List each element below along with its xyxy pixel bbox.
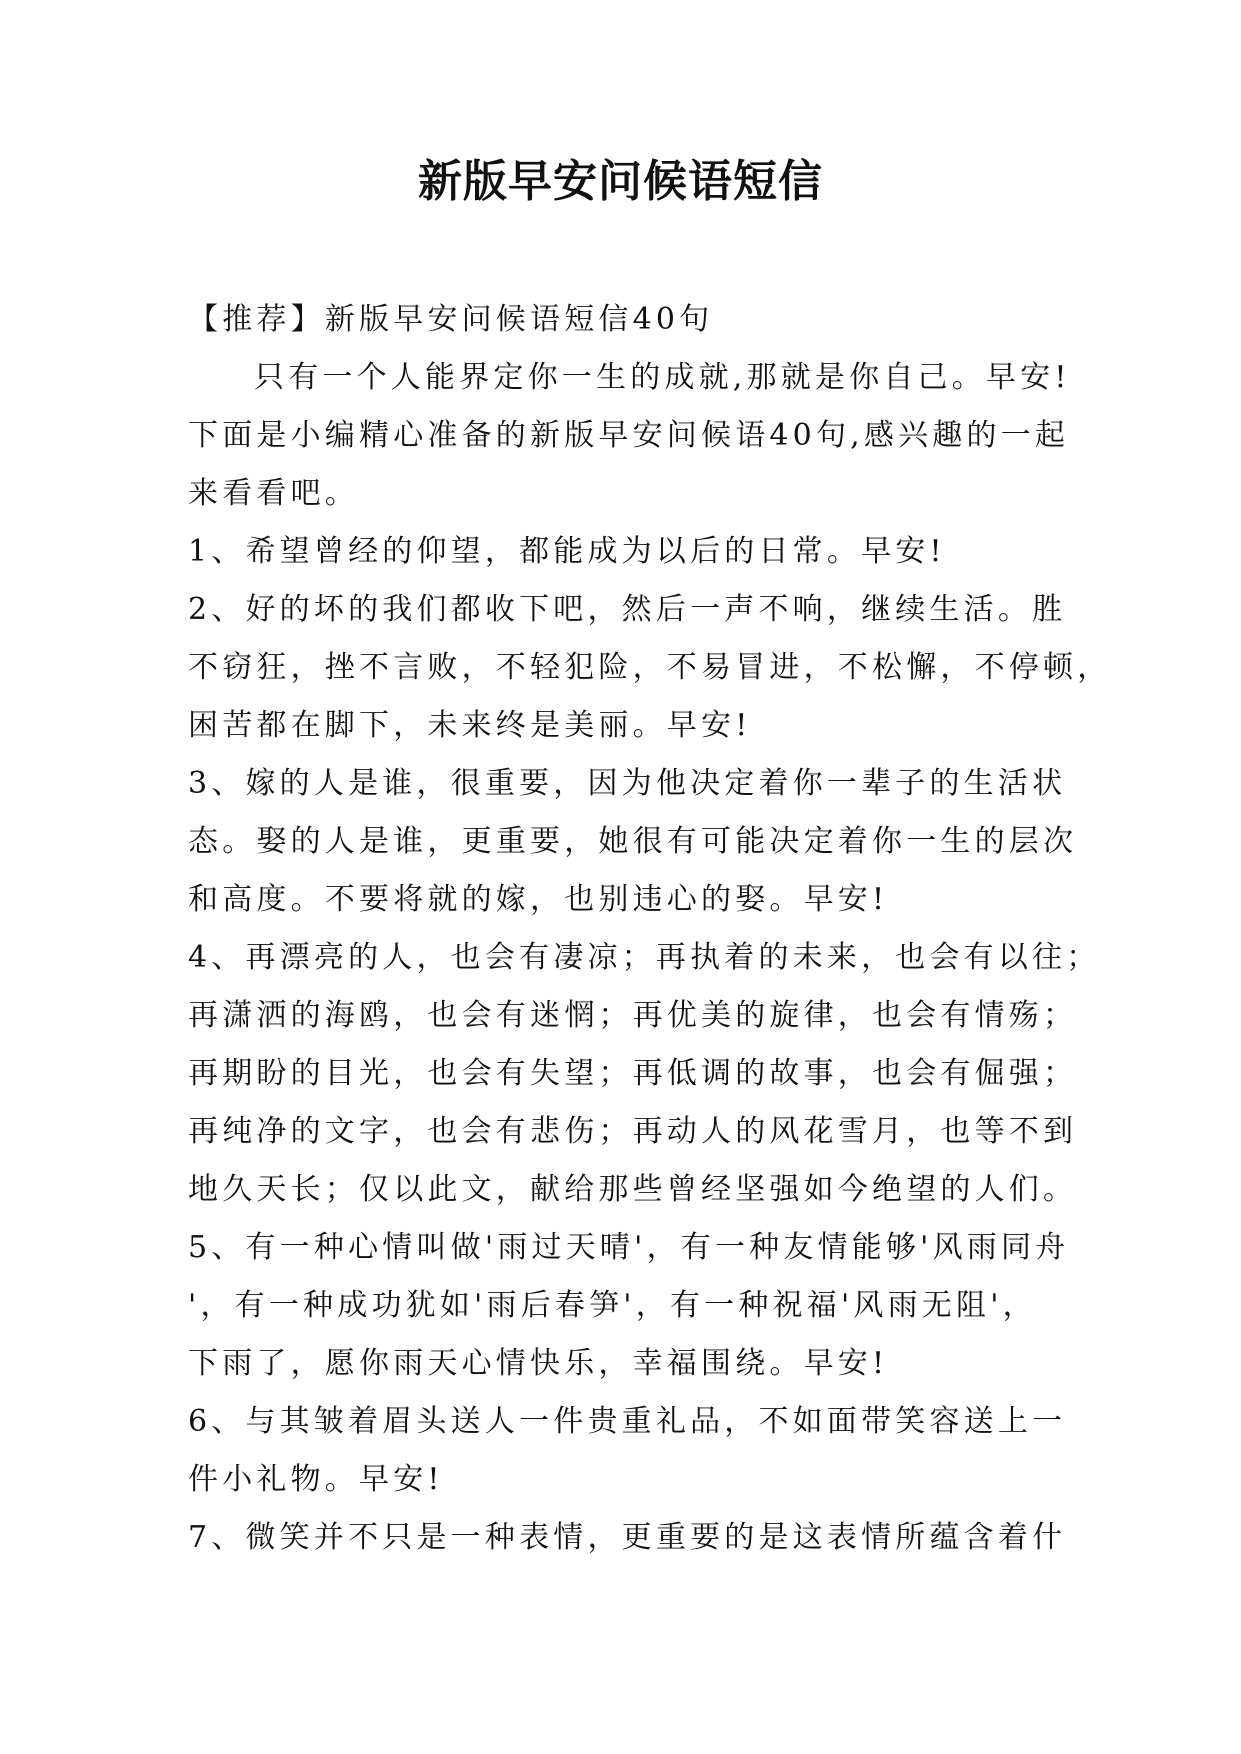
paragraph-line: 再期盼的目光，也会有失望；再低调的故事，也会有倔强； — [188, 1056, 1078, 1091]
paragraph-line: 地久天长；仅以此文，献给那些曾经坚强如今绝望的人们。 — [188, 1172, 1078, 1207]
intro-line: 来看看吧。 — [188, 476, 359, 511]
paragraph-line: 7、微笑并不只是一种表情，更重要的是这表情所蕴含着什 — [188, 1520, 1067, 1555]
paragraph-line: 1、希望曾经的仰望，都能成为以后的日常。早安! — [188, 534, 946, 569]
intro-line: 只有一个人能界定你一生的成就,那就是你自己。早安! — [254, 360, 1071, 395]
paragraph-line: 3、嫁的人是谁，很重要，因为他决定着你一辈子的生活状 — [188, 766, 1067, 801]
paragraph-line: 态。娶的人是谁，更重要，她很有可能决定着你一生的层次 — [188, 824, 1078, 859]
paragraph-line: 和高度。不要将就的嫁，也别违心的娶。早安! — [188, 882, 889, 917]
paragraph-line: '，有一种成功犹如'雨后春笋'，有一种祝福'风雨无阻'， — [188, 1288, 1037, 1323]
document-body — [188, 291, 1112, 1567]
intro-line: 下面是小编精心准备的新版早安问候语40句,感兴趣的一起 — [188, 418, 1070, 453]
paragraph-line: 不窃狂，挫不言败，不轻犯险，不易冒进，不松懈，不停顿， — [188, 650, 1112, 685]
subtitle-line: 【推荐】新版早安问候语短信40句 — [188, 302, 714, 337]
paragraph-line: 6、与其皱着眉头送人一件贵重礼品，不如面带笑容送上一 — [188, 1404, 1067, 1439]
paragraph-line: 下雨了，愿你雨天心情快乐，幸福围绕。早安! — [188, 1346, 889, 1381]
paragraph-line: 2、好的坏的我们都收下吧，然后一声不响，继续生活。胜 — [188, 592, 1067, 627]
paragraph-line: 困苦都在脚下，未来终是美丽。早安! — [188, 708, 752, 743]
paragraph-line: 再纯净的文字，也会有悲伤；再动人的风花雪月，也等不到 — [188, 1114, 1078, 1149]
page-title: 新版早安问候语短信 — [418, 156, 823, 207]
paragraph-line: 4、再漂亮的人，也会有凄凉；再执着的未来，也会有以往； — [188, 940, 1101, 975]
paragraph-line: 件小礼物。早安! — [188, 1462, 444, 1497]
paragraph-line: 再潇洒的海鸥，也会有迷惘；再优美的旋律，也会有情殇； — [188, 998, 1078, 1033]
paragraph-line: 5、有一种心情叫做'雨过天晴'，有一种友情能够'风雨同舟 — [188, 1230, 1070, 1265]
